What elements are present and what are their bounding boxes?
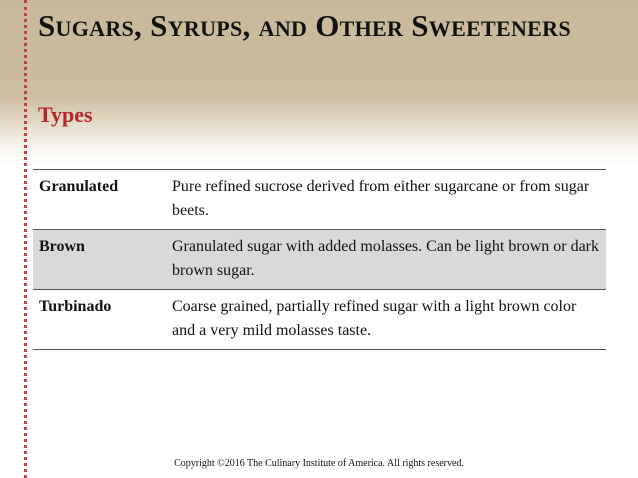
- table-row: [33, 170, 606, 230]
- table-row: [33, 230, 606, 290]
- description-cell: Coarse grained, partially refined sugar with a light brown color and a very mild molasses taste.: [172, 298, 577, 339]
- description-cell: Granulated sugar with added molasses. Can be light brown or dark brown sugar.: [166, 230, 606, 290]
- term-cell: Turbinado: [39, 298, 112, 315]
- description-cell: Pure refined sucrose derived from either sugarcane or from sugar beets.: [172, 178, 590, 219]
- copyright-footer: Copyright ©2016 The Culinary Institute of America. All rights reserved.: [174, 458, 464, 469]
- decorative-dotted-line: [24, 0, 27, 478]
- sweetener-types-table: [33, 169, 606, 350]
- slide-title: Sugars, Syrups, and Other Sweeteners: [38, 8, 571, 43]
- term-cell: Brown: [33, 230, 166, 290]
- slide-subtitle: Types: [38, 102, 93, 127]
- table-row: [33, 290, 606, 350]
- term-cell: Granulated: [39, 178, 119, 195]
